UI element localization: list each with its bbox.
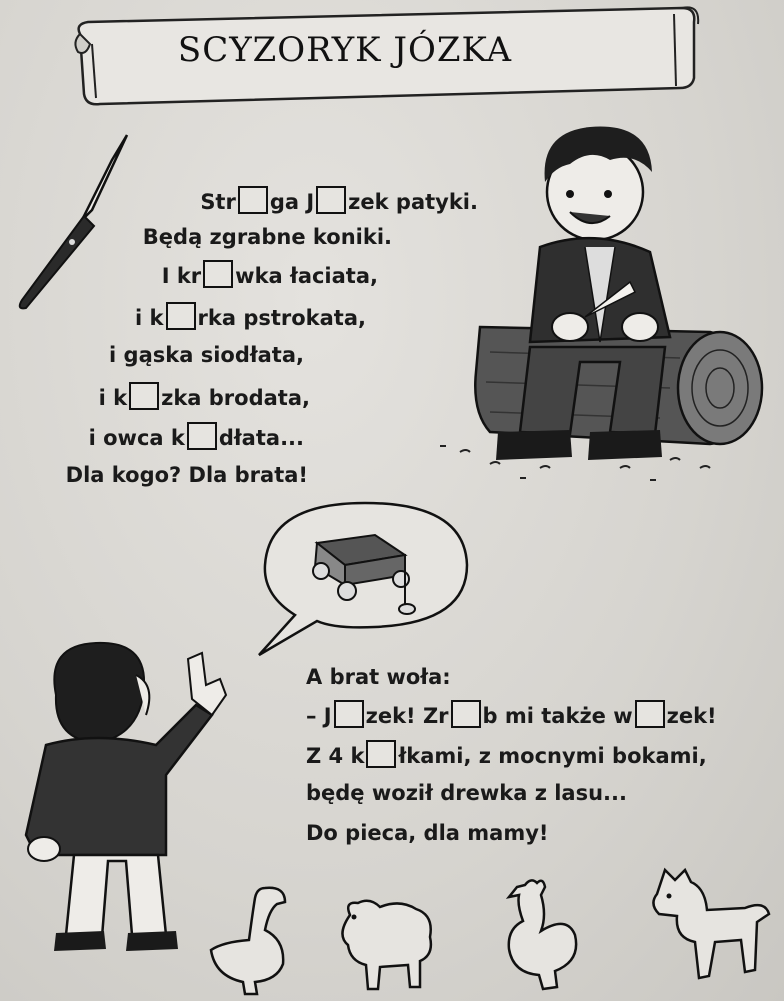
poem-line: A brat woła: [306, 665, 451, 689]
blank-box[interactable] [166, 302, 196, 330]
goose-figurine-icon [205, 880, 295, 998]
poem-line: Dla kogo? Dla brata! [65, 463, 308, 487]
blank-box[interactable] [334, 700, 364, 728]
blank-box[interactable] [451, 700, 481, 728]
blank-box[interactable] [238, 186, 268, 214]
speech-bubble-wagon-icon [255, 495, 475, 665]
blank-box[interactable] [129, 382, 159, 410]
poem-line: I kr wka łaciata, [162, 260, 378, 289]
rooster-figurine-icon [495, 875, 585, 997]
page-title: SCYZORYK JÓZKA [177, 30, 513, 70]
poem-line: i k rka pstrokata, [135, 302, 366, 331]
blank-box[interactable] [316, 186, 346, 214]
poem-line: Będą zgrabne koniki. [142, 225, 392, 249]
poem-line: Str ga J zek patyki. [200, 186, 478, 215]
blank-box[interactable] [366, 740, 396, 768]
poem-line: i k zka brodata, [99, 382, 310, 411]
blank-box[interactable] [203, 260, 233, 288]
horse-figurine-icon [645, 860, 773, 985]
poem-line: będę woził drewka z lasu... [306, 781, 627, 805]
poem-line: i gąska siodłata, [109, 343, 304, 367]
poem-line: i owca k dłata... [89, 422, 304, 451]
poem-line: Do pieca, dla mamy! [306, 821, 549, 845]
poem-line: – J zek! Zr b mi także w zek! [306, 700, 717, 729]
pocket-knife-icon [12, 130, 132, 315]
blank-box[interactable] [635, 700, 665, 728]
blank-box[interactable] [187, 422, 217, 450]
boy-pointing-icon [16, 635, 236, 955]
sheep-figurine-icon [330, 895, 440, 995]
poem-line: Z 4 k łkami, z mocnymi bokami, [306, 740, 707, 769]
boy-on-log-icon [420, 112, 780, 492]
